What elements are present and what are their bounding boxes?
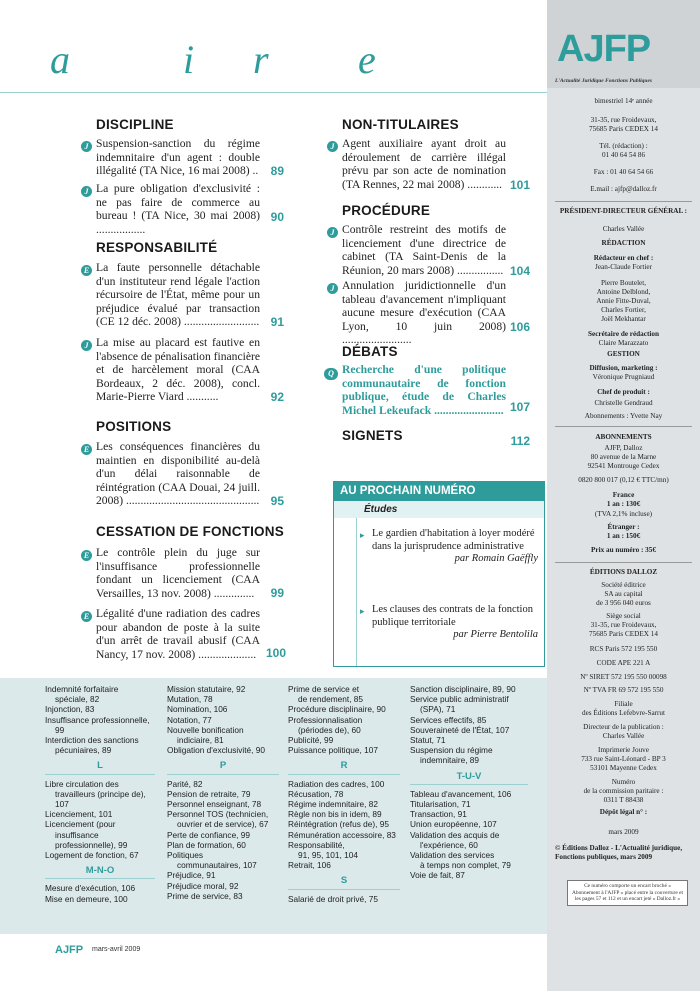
next-issue-item[interactable] [372, 528, 538, 566]
imprimerie: Imprimerie Jouve [598, 746, 649, 754]
toc-entry[interactable]: Contrôle restreint des motifs de licenciement d'une directrice de cabinet (TA Saint-Denis de la Réunion, 20 mars 2008) ................ [342, 223, 506, 277]
tva-fr: Nº TVA FR 69 572 195 550 [583, 686, 664, 694]
index-entry[interactable]: Mise en demeure, 100 [45, 893, 128, 904]
index-entry[interactable]: Logement de fonction, 67 [45, 850, 139, 861]
index-entry[interactable]: Procédure disciplinaire, 90 [288, 704, 386, 715]
index-entry[interactable]: Mesure d'exécution, 106 [45, 883, 136, 894]
redac-chef: Jean-Claude Fortier [595, 263, 652, 271]
rcs: RCS Paris 572 195 550 [589, 645, 658, 653]
page-number: 89 [270, 164, 284, 178]
index-entry[interactable]: Indemnité forfaitaire [45, 684, 119, 694]
societe: Société éditrice [601, 581, 646, 589]
header-letter: i [183, 37, 195, 82]
index-column [288, 684, 400, 904]
page-number: 112 [510, 434, 530, 448]
index-entry[interactable]: ouvrier et de service), 67 [177, 819, 269, 830]
address-line: 31-35, rue Froidevaux, [590, 116, 657, 124]
encart-note: Ce numéro comporte un encart broché « Abonnement à l'AJFP » placé entre la couverture et les pages 57 et 112 et un encart jeté « Dalloz.fr » [567, 880, 688, 906]
email[interactable]: E.mail : ajfp@dalloz.fr [590, 185, 657, 193]
index-entry[interactable]: 91, 95, 101, 104 [298, 850, 358, 861]
logo-subtitle: L'Actualité Juridique Fonctions Publiques [555, 78, 653, 84]
index-entry[interactable]: Prime de service et [288, 684, 360, 694]
index-entry[interactable]: Récusation, 78 [288, 788, 344, 799]
section-title: DISCIPLINE [96, 117, 174, 132]
jurisprudence-icon: J [327, 141, 338, 152]
index-entry[interactable]: Licenciement, 101 [45, 809, 113, 820]
index-entry[interactable]: Validation des acquis de [410, 829, 500, 840]
index-entry[interactable]: Notation, 77 [167, 714, 212, 725]
index-entry[interactable]: Préjudice moral, 92 [167, 880, 239, 891]
index-entry[interactable]: Statut, 71 [410, 735, 446, 746]
index-entry[interactable]: pécuniaires, 89 [55, 745, 112, 756]
fax: Fax : 01 40 64 54 66 [593, 168, 654, 176]
index-entry[interactable]: Plan de formation, 60 [167, 839, 246, 850]
index-entry[interactable]: Préjudice, 91 [167, 870, 216, 881]
etranger-label: Étranger : [607, 523, 640, 531]
arrow-icon: ▸ [360, 606, 365, 616]
redac-chef-label: Rédacteur en chef : [593, 254, 654, 262]
index-entry[interactable]: Responsabilité, [288, 839, 345, 850]
toc-entry[interactable]: La mise au placard est fautive en l'absence de pénalisation financière et de harcèlement moral (CAA Bordeaux, 2 déc. 2008), concl. Marie-Pierre Viard ........... [96, 336, 260, 404]
divider [555, 426, 692, 427]
redacteur: Charles Fortier, [601, 306, 646, 314]
index-entry[interactable]: Union européenne, 107 [410, 819, 497, 830]
etude-icon: E [81, 265, 92, 276]
depot-date: mars 2009 [608, 828, 639, 836]
next-issue-item-author: par Pierre Bentolila [453, 629, 538, 640]
abonnements-addr: AJFP, Dalloz [604, 444, 643, 452]
next-issue-item[interactable] [372, 604, 538, 642]
secretaire-label: Secrétaire de rédaction [588, 330, 659, 338]
page-number: 92 [270, 390, 284, 404]
index-entry[interactable]: travailleurs (principe de), [55, 788, 146, 799]
divider [555, 201, 692, 202]
index-entry[interactable]: Titularisation, 71 [410, 799, 471, 810]
societe: de 3 956 040 euros [596, 599, 651, 607]
redacteur: Antoine Delblond, [596, 288, 651, 296]
index-letter-heading: P [167, 761, 279, 774]
toc-entry[interactable]: La pure obligation d'exclusivité : ne pas faire de commerce au bureau ! (TA Nice, 30 mai 2008) ................. [96, 182, 260, 236]
index-entry[interactable]: Sanction disciplinaire, 89, 90 [410, 684, 516, 694]
secretaire: Claire Marazzato [598, 339, 649, 347]
directeur: Charles Vallée [602, 732, 645, 740]
etude-icon: E [81, 611, 92, 622]
index-entry[interactable]: (SPA), 71 [420, 704, 456, 715]
index-entry[interactable]: Services effectifs, 85 [410, 714, 487, 725]
footer-date: mars-avril 2009 [92, 946, 141, 953]
index-letter-heading: L [45, 761, 155, 774]
filiale: des Éditions Lefebvre-Sarrut [581, 709, 666, 717]
index-entry[interactable]: Politiques [167, 850, 203, 861]
copyright: © Éditions Dalloz - L'Actualité juridique, Fonctions publiques, mars 2009 [555, 844, 683, 861]
jurisprudence-icon: J [81, 340, 92, 351]
subject-index [0, 678, 547, 934]
section-title: DÉBATS [342, 344, 398, 359]
editions-label: ÉDITIONS DALLOZ [589, 568, 658, 576]
toc-entry[interactable]: Agent auxiliaire ayant droit au déroulement de carrière illégal prévu par son acte de nomination (TA Rennes, 22 mai 2008) ............ [342, 137, 506, 191]
index-entry[interactable]: Injonction, 83 [45, 704, 95, 715]
index-entry[interactable]: Voie de fait, 87 [410, 870, 465, 881]
jurisprudence-icon: J [81, 141, 92, 152]
index-entry[interactable]: Parité, 82 [167, 778, 203, 789]
index-entry[interactable]: Insuffisance professionnelle, [45, 714, 150, 725]
page-number: 100 [265, 646, 286, 660]
diffusion: Véronique Prugniaud [592, 373, 655, 381]
siege: 31-35, rue Froidevaux, [590, 621, 657, 629]
chef-produit-label: Chef de produit : [597, 388, 650, 396]
page-number: 101 [509, 178, 530, 192]
address-line: 75685 Paris CEDEX 14 [589, 125, 658, 133]
index-entry[interactable]: Radiation des cadres, 100 [288, 778, 385, 789]
section-title: SIGNETS [342, 428, 403, 443]
index-entry[interactable]: professionnelle), 99 [55, 839, 128, 850]
toc-entry[interactable]: Suspension-sanction du régime indemnitaire d'un agent : double illégalité (TA Nice, 16 mai 2008) .. [96, 137, 260, 178]
chef-produit: Christelle Gendraud [594, 399, 653, 407]
next-issue-item-text: Les clauses des contrats de la fonction publique territoriale [372, 604, 533, 628]
index-entry[interactable]: Validation des services [410, 850, 495, 861]
index-entry[interactable]: Professionnalisation [288, 714, 363, 725]
index-entry[interactable]: à temps non complet, 79 [420, 860, 511, 871]
index-entry[interactable]: Transaction, 91 [410, 809, 467, 820]
section-title: RESPONSABILITÉ [96, 240, 218, 255]
index-entry[interactable]: Perte de confiance, 99 [167, 829, 251, 840]
index-entry[interactable]: communautaires, 107 [177, 860, 257, 871]
next-issue-item-text: Le gardien d'habitation à loyer modéré dans la jurisprudence administrative [372, 528, 535, 552]
toc-entry[interactable]: Recherche d'une politique communautaire de fonction publique, étude de Charles Michel Lekeufack ........................ [342, 363, 506, 417]
abonnements-contact: Abonnements : Yvette Nay [584, 412, 663, 420]
imprimerie: 53101 Mayenne Cedex [590, 764, 657, 772]
next-issue-rule [356, 518, 357, 666]
toc-entry[interactable]: Annulation juridictionnelle d'un tableau d'avancement n'impliquant aucune mesure d'exécution (CAA Lyon, 10 juin 2008) ........................ [342, 279, 506, 347]
index-entry[interactable]: Prime de service, 83 [167, 890, 243, 901]
index-letter-heading: M-N-O [45, 866, 155, 879]
index-entry[interactable]: Règle non bis in idem, 89 [288, 809, 382, 820]
index-entry[interactable]: insuffisance [55, 829, 99, 840]
pdg: Charles Vallée [602, 225, 645, 233]
siege: 75685 Paris CEDEX 14 [589, 630, 658, 638]
directeur-label: Directeur de la publication : [583, 723, 664, 731]
index-column [167, 684, 279, 901]
index-entry[interactable]: 107 [55, 799, 69, 810]
index-entry[interactable]: Libre circulation des [45, 778, 119, 789]
frequency: bimestriel 14ᵉ année [594, 97, 653, 105]
masthead-sidebar [547, 0, 700, 991]
redacteur: Annie Fitte-Duval, [596, 297, 651, 305]
gestion-label: GESTION [607, 350, 640, 358]
header-title [0, 0, 547, 100]
france-label: France [612, 491, 635, 499]
toc-entry[interactable]: Le contrôle plein du juge sur l'insuffisance professionnelle fondant un licenciement (CAA Versailles, 13 nov. 2008) .............. [96, 546, 260, 600]
page-number: 104 [509, 264, 530, 278]
masthead-logo-area [547, 0, 700, 88]
header-letter: e [358, 37, 376, 82]
commission-label: de la commission paritaire : [583, 787, 664, 795]
next-issue-title: AU PROCHAIN NUMÉRO [334, 482, 544, 501]
commission: 0311 T 88438 [603, 796, 644, 804]
pdg-label: PRÉSIDENT-DIRECTEUR GÉNÉRAL : [559, 207, 688, 215]
next-issue-subtitle: Études [334, 501, 544, 518]
index-entry[interactable]: indiciaire, 81 [177, 735, 224, 746]
abonnements-tel: 0820 800 017 (0,12 € TTC/mn) [578, 476, 669, 484]
etude-icon: E [81, 550, 92, 561]
france-price: 1 an : 130€ [606, 500, 641, 508]
header-rule [0, 92, 547, 93]
divider [555, 562, 692, 563]
index-entry[interactable]: Personnel TOS (technicien, [167, 809, 269, 820]
page-number: 91 [270, 315, 284, 329]
ape: CODE APE 221 A [596, 659, 651, 667]
header-letter: a [50, 37, 70, 82]
toc-entry[interactable]: La faute personnelle détachable d'un instituteur rend légale l'action récursoire de l'État, même pour un préjudice évalué par transaction (CE 12 déc. 2008) .......................... [96, 261, 260, 329]
page-number: 95 [270, 494, 284, 508]
index-entry[interactable]: spéciale, 82 [55, 694, 100, 705]
index-entry[interactable]: Rémunération accessoire, 83 [288, 829, 396, 840]
imprimerie: 733 rue Saint-Léonard - BP 3 [581, 755, 666, 763]
debat-icon: Q [324, 368, 338, 380]
index-entry[interactable]: Mutation, 78 [167, 694, 213, 705]
header-letter: r [253, 37, 269, 82]
prix-numero: Prix au numéro : 35€ [591, 546, 656, 554]
index-entry[interactable]: Personnel enseignant, 78 [167, 799, 262, 810]
next-issue-box [333, 481, 545, 667]
page-number: 106 [509, 320, 530, 334]
abonnements-addr: 80 avenue de la Marne [590, 453, 657, 461]
index-entry[interactable]: indemnitaire, 89 [420, 755, 480, 766]
index-letter-heading: S [288, 876, 400, 889]
jurisprudence-icon: J [327, 227, 338, 238]
societe: SA au capital [604, 590, 643, 598]
page-number: 90 [270, 210, 284, 224]
index-entry[interactable]: Puissance politique, 107 [288, 745, 378, 756]
index-entry[interactable]: Mission statutaire, 92 [167, 684, 246, 694]
index-entry[interactable]: (périodes de), 60 [298, 724, 361, 735]
index-entry[interactable]: Réintégration (refus de), 95 [288, 819, 390, 830]
siege-label: Siège social [606, 612, 641, 620]
redaction-label: RÉDACTION [601, 239, 646, 247]
abonnements-addr: 92541 Montrouge Cedex [587, 462, 660, 470]
section-title: CESSATION DE FONCTIONS [96, 524, 284, 539]
index-entry[interactable]: Souveraineté de l'État, 107 [410, 724, 510, 735]
index-entry[interactable]: Nouvelle bonification [167, 724, 244, 735]
siret: Nº SIRET 572 195 550 00098 [580, 673, 667, 681]
index-entry[interactable]: Suspension du régime [410, 745, 493, 756]
logo: AJFP [557, 28, 651, 70]
jurisprudence-icon: J [327, 283, 338, 294]
toc-entry[interactable]: Les conséquences financières du maintien en disponibilité au-delà d'un délai raisonnable de réintégration (CAA Douai, 24 juill. 2008) .............................................. [96, 440, 260, 508]
index-entry[interactable]: Obligation d'exclusivité, 90 [167, 745, 265, 756]
redacteur: Joël Mekhantar [601, 315, 646, 323]
section-title: PROCÉDURE [342, 203, 431, 218]
index-entry[interactable]: Nomination, 106 [167, 704, 228, 715]
commission-label: Numéro [611, 778, 636, 786]
etude-icon: E [81, 444, 92, 455]
index-entry[interactable]: de rendement, 85 [298, 694, 364, 705]
index-entry[interactable]: Publicité, 99 [288, 735, 334, 746]
next-issue-item-author: par Romain Gaëffly [454, 553, 538, 564]
depot-legal: Dépôt légal n° : [599, 808, 648, 816]
index-entry[interactable]: Régime indemnitaire, 82 [288, 799, 378, 810]
page-number: 99 [270, 586, 284, 600]
section-title: POSITIONS [96, 419, 172, 434]
section-title: NON-TITULAIRES [342, 117, 459, 132]
etranger-price: 1 an : 150€ [606, 532, 641, 540]
diffusion-label: Diffusion, marketing : [589, 364, 658, 372]
tel-label: Tél. (rédaction) : [599, 142, 648, 150]
index-entry[interactable]: Service public administratif [410, 694, 509, 705]
index-entry[interactable]: Tableau d'avancement, 106 [410, 788, 512, 799]
index-column [45, 684, 155, 904]
tva: (TVA 2,1% incluse) [594, 510, 653, 518]
redacteur: Pierre Boutelet, [600, 279, 647, 287]
index-entry[interactable]: Licenciement (pour [45, 819, 116, 830]
toc-entry[interactable]: Légalité d'une radiation des cadres pour abandon de poste à la suite d'un arrêt de travail abusif (CAA Nancy, 17 nov. 2008) .................... [96, 607, 260, 661]
page-number: 107 [509, 400, 530, 414]
footer-logo: AJFP [55, 944, 84, 956]
index-letter-heading: T-U-V [410, 772, 528, 785]
index-entry[interactable]: Interdiction des sanctions [45, 735, 139, 746]
index-letter-heading: R [288, 761, 400, 774]
index-entry[interactable]: Salarié de droit privé, 75 [288, 893, 378, 904]
filiale: Filiale [614, 700, 633, 708]
tel: 01 40 64 54 86 [601, 151, 646, 159]
index-entry[interactable]: 99 [55, 724, 65, 735]
index-entry[interactable]: Retrait, 106 [288, 860, 331, 871]
arrow-icon: ▸ [360, 530, 365, 540]
abonnements-label: ABONNEMENTS [595, 433, 652, 441]
index-entry[interactable]: l'expérience, 60 [420, 839, 478, 850]
index-entry[interactable]: Pension de retraite, 79 [167, 788, 251, 799]
index-column [410, 684, 528, 881]
jurisprudence-icon: J [81, 186, 92, 197]
